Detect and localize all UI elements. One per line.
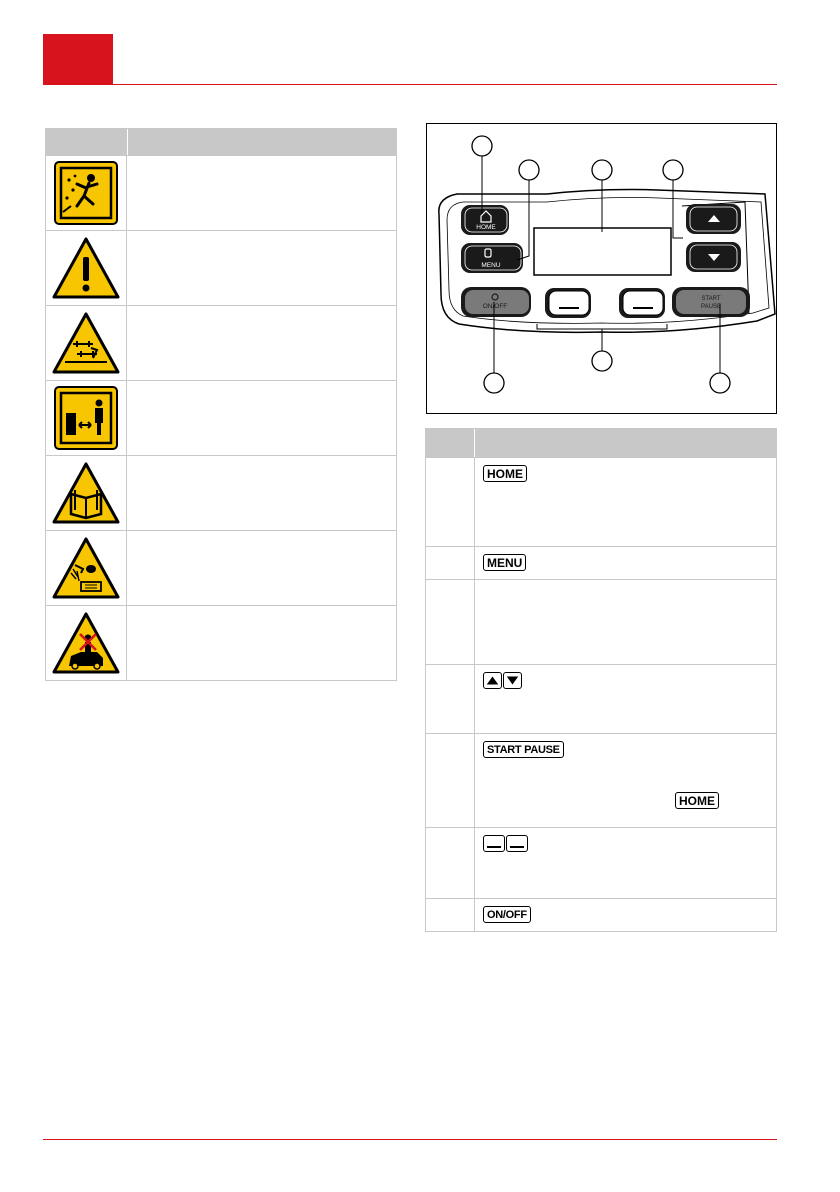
table-row — [426, 579, 776, 664]
home-key-inline-symbol: HOME — [675, 792, 719, 809]
control-panel-figure — [426, 123, 777, 414]
general-warning-sign-icon — [51, 235, 121, 301]
start-pause-key-symbol: START PAUSE — [483, 741, 564, 758]
safety-symbol-table — [45, 128, 397, 681]
menu-key-label: MENU — [481, 262, 501, 269]
chapter-marker — [43, 34, 113, 84]
table-row — [426, 457, 776, 546]
key-description-table — [425, 428, 777, 932]
start-key-label: START — [701, 296, 721, 302]
arrow-down-icon — [503, 672, 522, 689]
table-row — [426, 898, 776, 931]
table-row — [426, 546, 776, 579]
table-row — [426, 733, 776, 827]
table-row — [46, 305, 396, 380]
table-row — [426, 664, 776, 733]
thrown-objects-sign-icon — [53, 160, 119, 226]
home-key-symbol: HOME — [483, 465, 527, 482]
symbol-table-header — [46, 129, 396, 155]
softkey-left-icon — [483, 835, 505, 852]
onoff-key-symbol: ON/OFF — [483, 906, 531, 923]
table-row — [46, 155, 396, 230]
arrow-up-icon — [483, 672, 502, 689]
menu-key-symbol: MENU — [483, 554, 526, 571]
table-row — [46, 230, 396, 305]
pause-key-label: PAUSE — [701, 304, 721, 310]
no-pressure-washer-sign-icon — [51, 535, 121, 601]
key-table-header — [426, 429, 776, 457]
footer-rule — [43, 1139, 777, 1140]
keep-distance-sign-icon — [53, 385, 119, 451]
header-rule — [43, 84, 777, 85]
read-manual-sign-icon — [51, 460, 121, 526]
no-riding-sign-icon — [51, 610, 121, 676]
control-panel-drawing — [427, 124, 778, 415]
table-row — [46, 605, 396, 680]
home-key-label: HOME — [476, 224, 496, 231]
table-row — [46, 530, 396, 605]
table-row — [46, 380, 396, 455]
onoff-key-label: ON/OFF — [482, 303, 508, 310]
rotating-blades-sign-icon — [51, 310, 121, 376]
table-row — [46, 455, 396, 530]
softkey-right-icon — [506, 835, 528, 852]
table-row — [426, 827, 776, 898]
